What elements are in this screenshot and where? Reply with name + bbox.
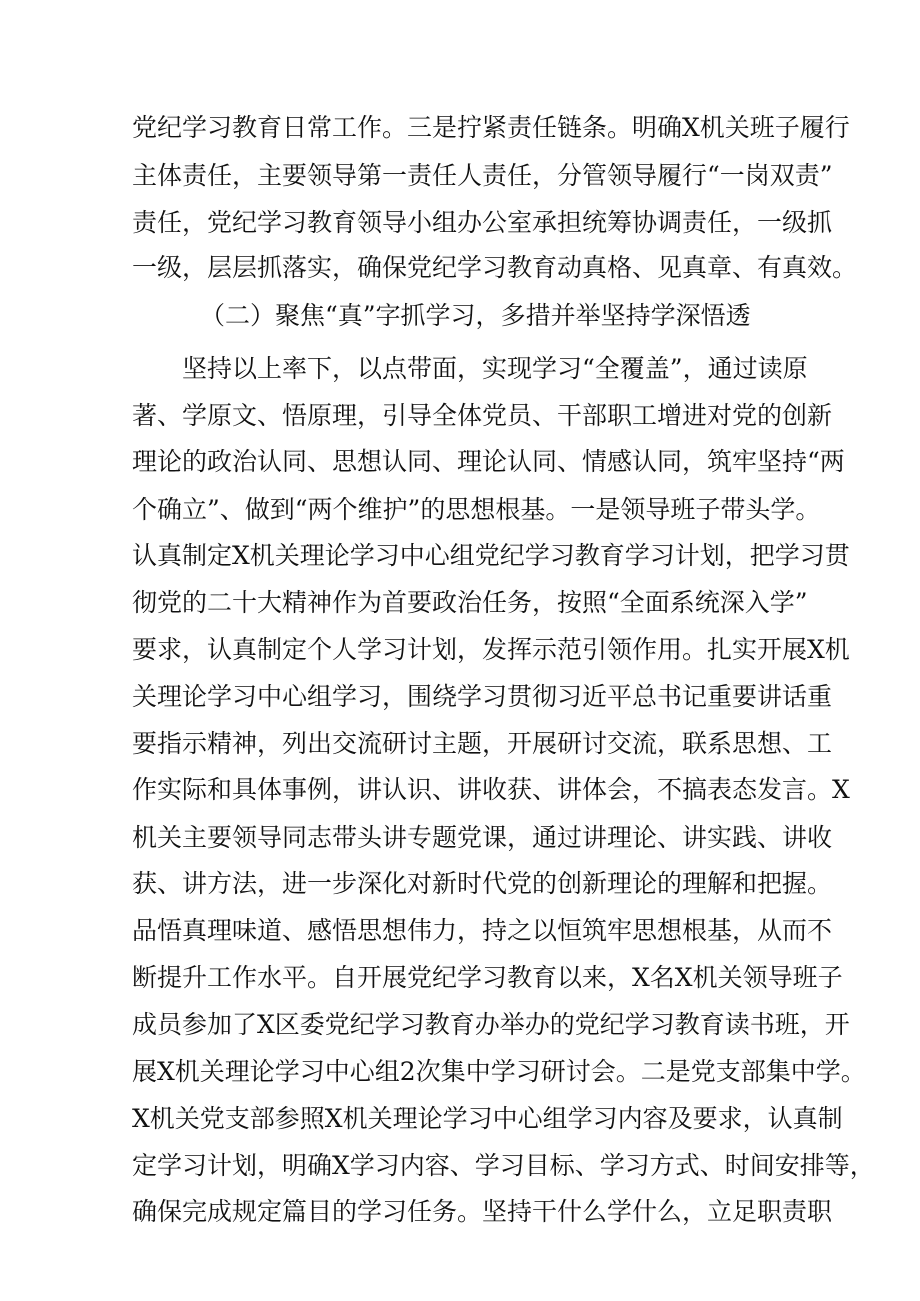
paragraph-line: 展X机关理论学习中心组2次集中学习研讨会。二是党支部集中学。 [132,1057,866,1086]
paragraph-line: 断提升工作水平。自开展党纪学习教育以来，X名X机关领导班子 [132,963,843,992]
paragraph-line: 要求，认真制定个人学习计划，发挥示范引领作用。扎实开展X机 [132,635,850,664]
paragraph-line: 彻党的二十大精神作为首要政治任务，按照“全面系统深入学” [132,588,808,617]
paragraph-line: 一级，层层抓落实，确保党纪学习教育动真格、见真章、有真效。 [132,253,858,282]
paragraph-line: 作实际和具体事例，讲认识、讲收获、讲体会，不搞表态发言。X [132,775,850,804]
paragraph-line: 党纪学习教育日常工作。三是拧紧责任链条。明确X机关班子履行 [132,113,850,142]
section-heading: （二）聚焦“真”字抓学习，多措并举坚持学深悟透 [200,301,751,330]
paragraph-line: X机关党支部参照X机关理论学习中心组学习内容及要求，认真制 [132,1104,843,1133]
paragraph-line: 主体责任，主要领导第一责任人责任，分管领导履行“一岗双责” [132,161,833,190]
paragraph-line: 定学习计划，明确X学习内容、学习目标、学习方式、时间安排等， [132,1151,875,1180]
paragraph-line: 责任，党纪学习教育领导小组办公室承担统筹协调责任，一级抓 [132,208,833,237]
paragraph-line: 确保完成规定篇目的学习任务。坚持干什么学什么，立足职责职 [132,1197,833,1226]
paragraph-line: 成员参加了X区委党纪学习教育办举办的党纪学习教育读书班，开 [132,1010,850,1039]
paragraph-line: 理论的政治认同、思想认同、理论认同、情感认同，筑牢坚持“两 [132,447,845,476]
paragraph-line: 坚持以上率下，以点带面，实现学习“全覆盖”，通过读原 [182,354,808,383]
paragraph-line: 品悟真理味道、感悟思想伟力，持之以恒筑牢思想根基，从而不 [132,916,833,945]
paragraph-line: 获、讲方法，进一步深化对新时代党的创新理论的理解和把握。 [132,869,833,898]
paragraph-line: 关理论学习中心组学习，围绕学习贯彻习近平总书记重要讲话重 [132,682,833,711]
paragraph-line: 要指示精神，列出交流研讨主题，开展研讨交流，联系思想、工 [132,729,833,758]
paragraph-line: 个确立”、做到“两个维护”的思想根基。一是领导班子带头学。 [132,495,821,524]
paragraph-line: 认真制定X机关理论学习中心组党纪学习教育学习计划，把学习贯 [132,541,850,570]
paragraph-line: 机关主要领导同志带头讲专题党课，通过讲理论、讲实践、讲收 [132,823,833,852]
paragraph-line: 著、学原文、悟原理，引导全体党员、干部职工增进对党的创新 [132,401,833,430]
